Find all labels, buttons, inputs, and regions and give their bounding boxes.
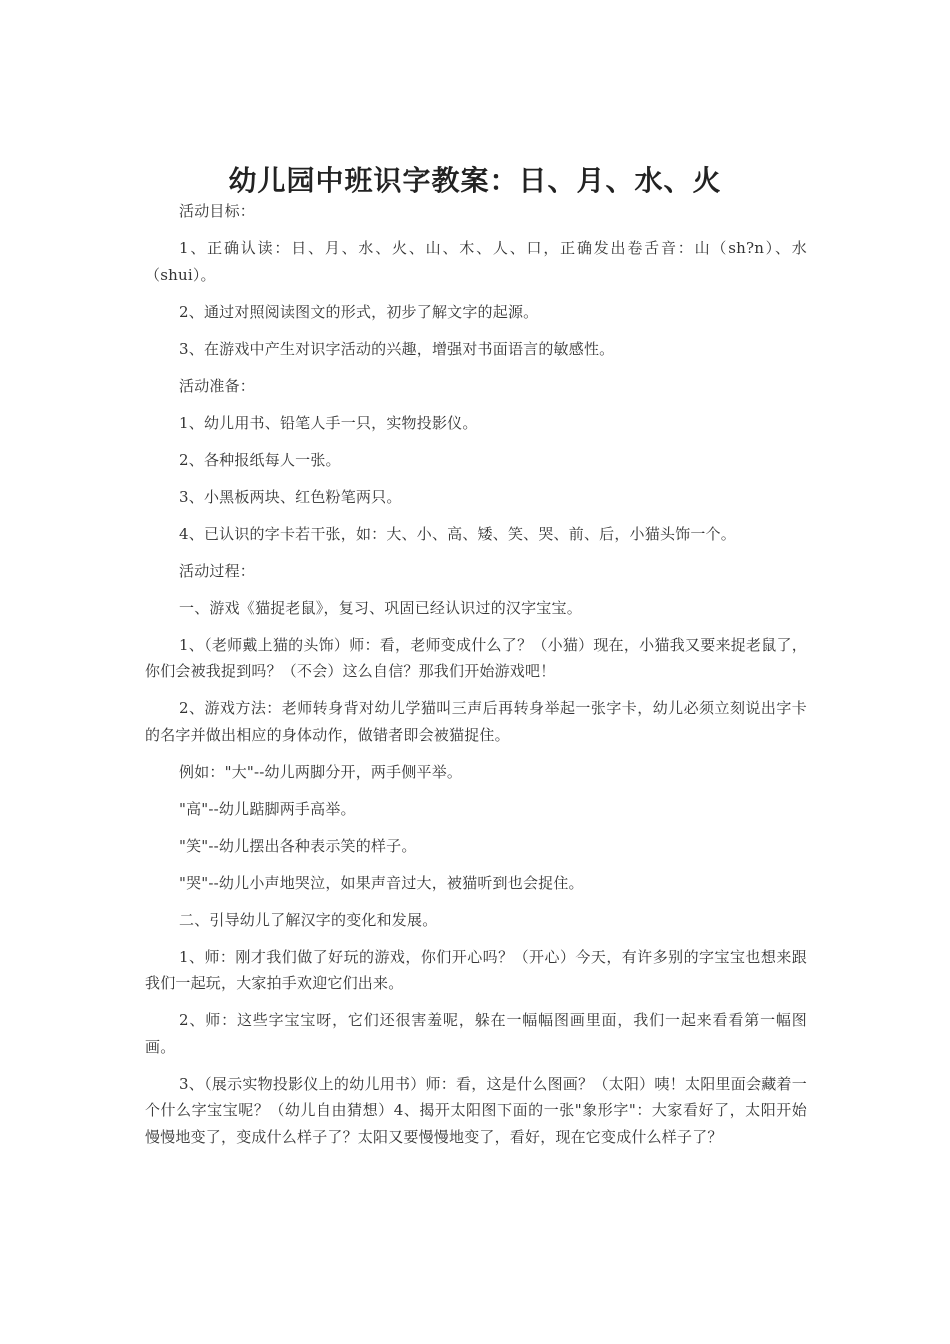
paragraph: 3、在游戏中产生对识字活动的兴趣，增强对书面语言的敏感性。: [179, 339, 615, 358]
paragraph: 1、正确认读：日、月、水、火、山、木、人、口，正确发出卷舌音：山（sh?n）、水（shui）。: [145, 239, 807, 284]
paragraph: 2、各种报纸每人一张。: [179, 450, 341, 469]
paragraph: 1、幼儿用书、铅笔人手一只，实物投影仪。: [179, 413, 478, 432]
paragraph: 活动过程：: [179, 561, 256, 580]
paragraph: "哭"--幼儿小声地哭泣，如果声音过大，被猫听到也会捉住。: [179, 873, 584, 892]
document-body: [145, 198, 807, 1161]
paragraph: 3、小黑板两块、红色粉笔两只。: [179, 487, 402, 506]
paragraph: 4、已认识的字卡若干张，如：大、小、高、矮、笑、哭、前、后，小猫头饰一个。: [179, 524, 736, 543]
paragraph: 3、（展示实物投影仪上的幼儿用书）师：看，这是什么图画？（太阳）咦！太阳里面会藏着一个什么字宝宝呢？（幼儿自由猜想）4、揭开太阳图下面的一张"象形字"：大家看好了，太阳开始慢慢地变了，变成什么样子了？太阳又要慢慢地变了，看好，现在它变成什么样子了？: [145, 1074, 807, 1146]
paragraph: 1、师：刚才我们做了好玩的游戏，你们开心吗？（开心）今天，有许多别的字宝宝也想来跟我们一起玩，大家拍手欢迎它们出来。: [145, 947, 807, 992]
paragraph: "笑"--幼儿摆出各种表示笑的样子。: [179, 836, 417, 855]
paragraph: 2、通过对照阅读图文的形式，初步了解文字的起源。: [179, 302, 539, 321]
paragraph: 二、引导幼儿了解汉字的变化和发展。: [179, 910, 438, 929]
paragraph: 2、师：这些字宝宝呀，它们还很害羞呢，躲在一幅幅图画里面，我们一起来看看第一幅图画。: [145, 1011, 807, 1056]
paragraph: 活动目标：: [179, 202, 256, 220]
paragraph: 2、游戏方法：老师转身背对幼儿学猫叫三声后再转身举起一张字卡，幼儿必须立刻说出字卡的名字并做出相应的身体动作，做错者即会被猫捉住。: [145, 699, 807, 744]
paragraph: 一、游戏《猫捉老鼠》，复习、巩固已经认识过的汉字宝宝。: [179, 598, 582, 617]
paragraph: 活动准备：: [179, 376, 256, 395]
paragraph: 例如："大"--幼儿两脚分开，两手侧平举。: [179, 762, 463, 781]
paragraph: "高"--幼儿踮脚两手高举。: [179, 799, 356, 818]
page-title: 幼儿园中班识字教案：日、月、水、火: [228, 163, 722, 197]
paragraph: 1、（老师戴上猫的头饰）师：看，老师变成什么了？（小猫）现在，小猫我又要来捉老鼠了，你们会被我捉到吗？（不会）这么自信？那我们开始游戏吧！: [145, 635, 807, 680]
